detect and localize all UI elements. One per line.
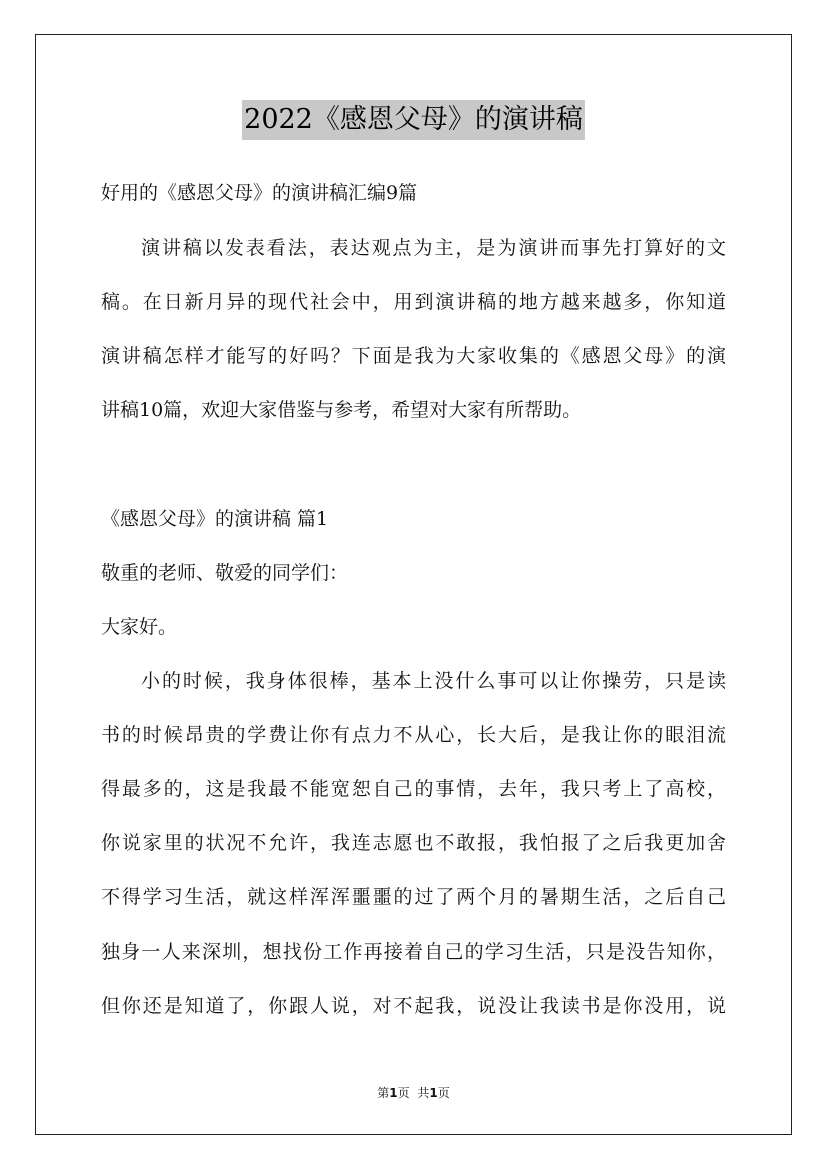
- footer-total-number: 1: [429, 1086, 438, 1100]
- intro-line-2: 稿。在日新月异的现代社会中，用到演讲稿的地方越来越多，你知道: [101, 291, 726, 313]
- page-footer: [0, 1085, 827, 1101]
- body-line-3: 得最多的，这是我最不能宽恕自己的事情，去年，我只考上了高校，: [101, 778, 726, 800]
- footer-total-suffix: 页: [437, 1086, 450, 1100]
- footer-page-suffix: 页: [397, 1086, 410, 1100]
- document-subtitle: 好用的《感恩父母》的演讲稿汇编9篇: [101, 182, 418, 204]
- footer-total-prefix: 共: [417, 1086, 430, 1100]
- intro-line-1: 演讲稿以发表看法，表达观点为主，是为演讲而事先打算好的文: [141, 237, 726, 259]
- body-line-6: 独身一人来深圳，想找份工作再接着自己的学习生活，只是没告知你，: [101, 941, 726, 963]
- intro-line-4: 讲稿10篇，欢迎大家借鉴与参考，希望对大家有所帮助。: [101, 399, 582, 421]
- body-line-1: 小的时候，我身体很棒，基本上没什么事可以让你操劳，只是读: [141, 670, 726, 692]
- body-line-5: 不得学习生活，就这样浑浑噩噩的过了两个月的暑期生活，之后自己: [101, 886, 726, 908]
- greeting: 大家好。: [101, 616, 178, 638]
- salutation: 敬重的老师、敬爱的同学们：: [101, 562, 349, 584]
- title-container: [0, 100, 827, 140]
- body-line-2: 书的时候昂贵的学费让你有点力不从心，长大后，是我让你的眼泪流: [101, 724, 726, 746]
- footer-page-number: 1: [389, 1086, 398, 1100]
- document-title: 2022《感恩父母》的演讲稿: [242, 100, 585, 140]
- body-line-7: 但你还是知道了，你跟人说，对不起我，说没让我读书是你没用，说: [101, 995, 726, 1017]
- section-heading: 《感恩父母》的演讲稿 篇1: [101, 508, 329, 530]
- intro-line-3: 演讲稿怎样才能写的好吗？下面是我为大家收集的《感恩父母》的演: [101, 345, 726, 367]
- footer-prefix: 第: [377, 1086, 390, 1100]
- body-line-4: 你说家里的状况不允许，我连志愿也不敢报，我怕报了之后我更加舍: [101, 832, 726, 854]
